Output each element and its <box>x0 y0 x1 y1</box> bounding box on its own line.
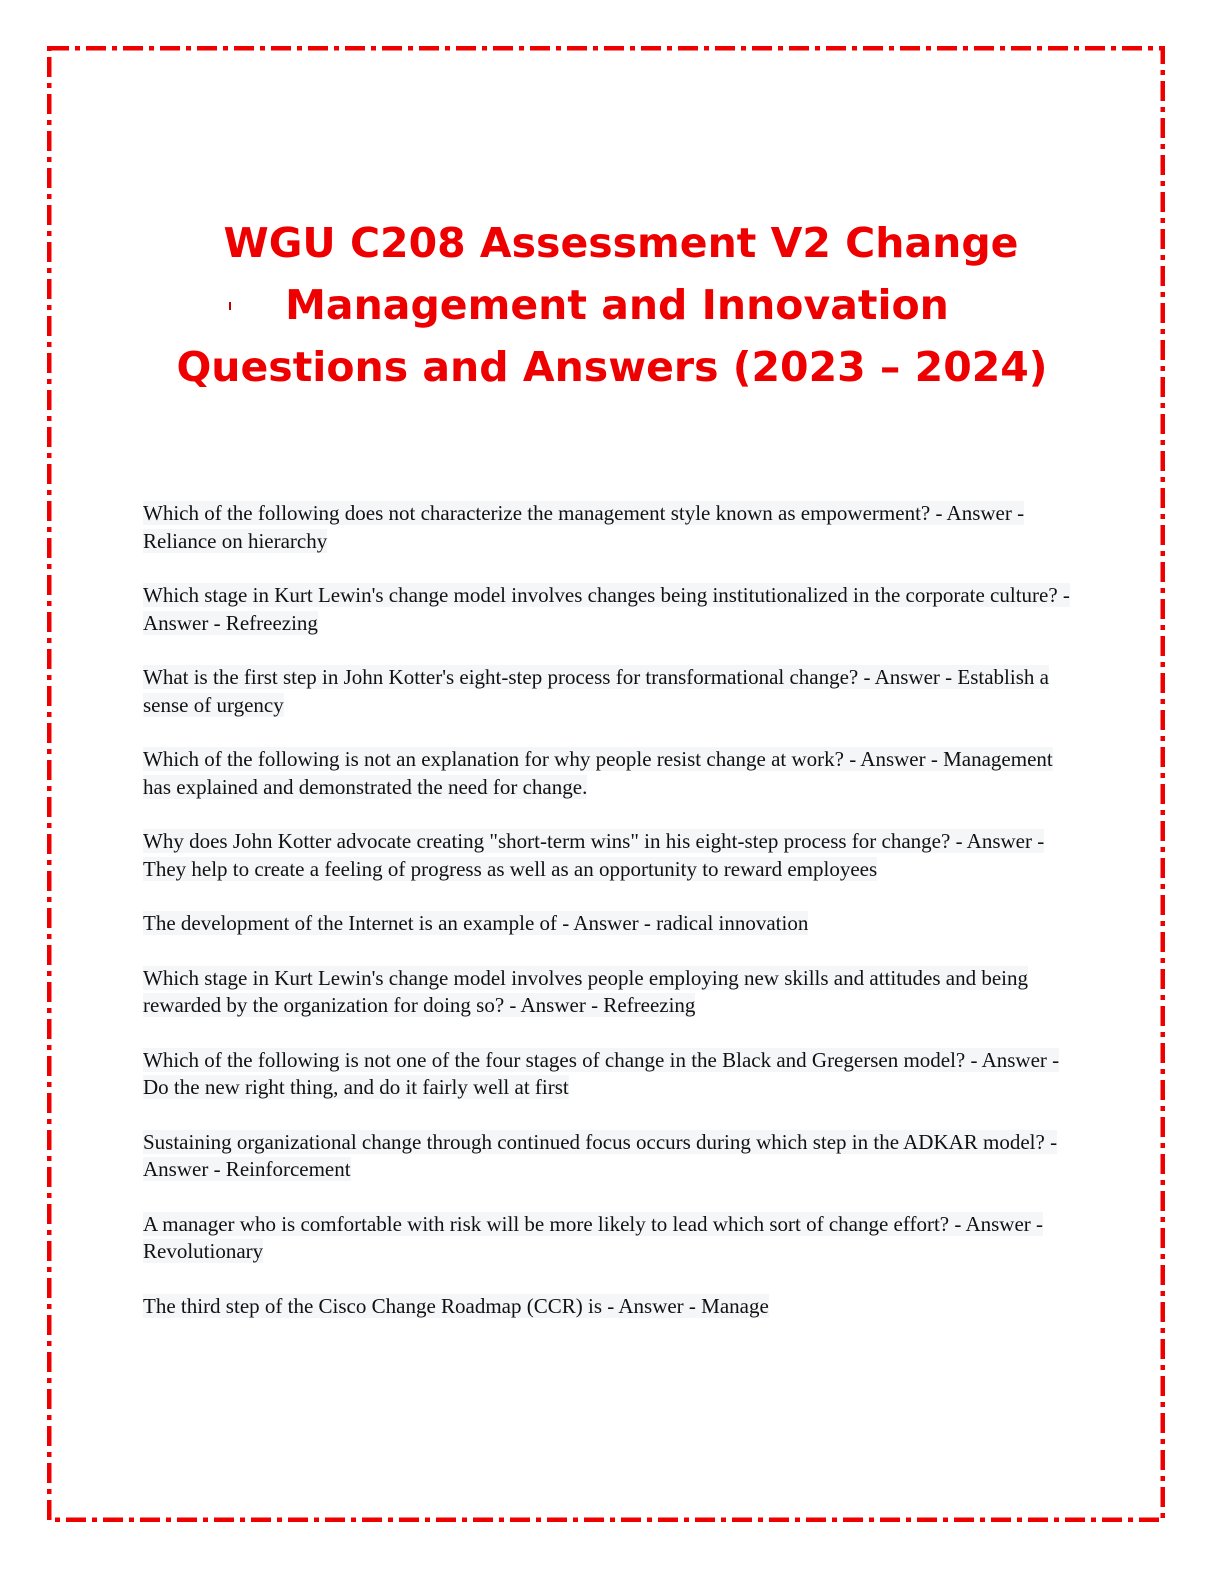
qa-item <box>143 965 1073 1020</box>
qa-item <box>143 1211 1073 1266</box>
qa-item <box>143 828 1073 883</box>
qa-text: What is the first step in John Kotter's eight-step process for transformational change? - Answer - Establish a sense of urgency <box>143 665 1049 717</box>
qa-text: A manager who is comfortable with risk will be more likely to lead which sort of change effort? - Answer - Revolutionary <box>143 1211 1044 1263</box>
qa-text: Which stage in Kurt Lewin's change model involves people employing new skills and attitudes and being rewarded by the organization for doing so? - Answer - Refreezing <box>143 965 1029 1017</box>
qa-list <box>143 500 1073 1347</box>
qa-item <box>143 500 1073 555</box>
title-line-3: Questions and Answers (2023 – 2024) <box>176 343 1048 391</box>
qa-item <box>143 1129 1073 1184</box>
qa-text: Sustaining organizational change through continued focus occurs during which step in the ADKAR model? - Answer - Reinforcement <box>143 1129 1058 1181</box>
qa-text: Which stage in Kurt Lewin's change model involves changes being institutionalized in the corporate culture? - Answer - Refreezing <box>143 583 1070 635</box>
qa-item <box>143 746 1073 801</box>
qa-item <box>143 910 1073 938</box>
qa-item <box>143 1293 1073 1321</box>
qa-text: Why does John Kotter advocate creating "short-term wins" in his eight-step process for change? - Answer - They help to create a feeling of progress as well as an opportunity to reward employees <box>143 829 1045 881</box>
qa-item <box>143 582 1073 637</box>
qa-item <box>143 1047 1073 1102</box>
qa-text: The development of the Internet is an example of - Answer - radical innovation <box>143 911 809 935</box>
qa-text: The third step of the Cisco Change Roadmap (CCR) is - Answer - Manage <box>143 1293 769 1318</box>
qa-text: Which of the following is not an explanation for why people resist change at work? - Answer - Management has explained and demonstrated the need for change. <box>143 747 1053 799</box>
qa-text: Which of the following does not characterize the management style known as empowerment? - Answer - Reliance on hierarchy <box>143 501 1025 553</box>
qa-item <box>143 664 1073 719</box>
page-title <box>0 212 1224 398</box>
title-line-2: Management and Innovation <box>285 281 949 329</box>
title-line-1: WGU C208 Assessment V2 Change <box>223 219 1019 267</box>
qa-text: Which of the following is not one of the four stages of change in the Black and Gregersen model? - Answer - Do the new right thing, and do it fairly well at first <box>143 1047 1060 1099</box>
